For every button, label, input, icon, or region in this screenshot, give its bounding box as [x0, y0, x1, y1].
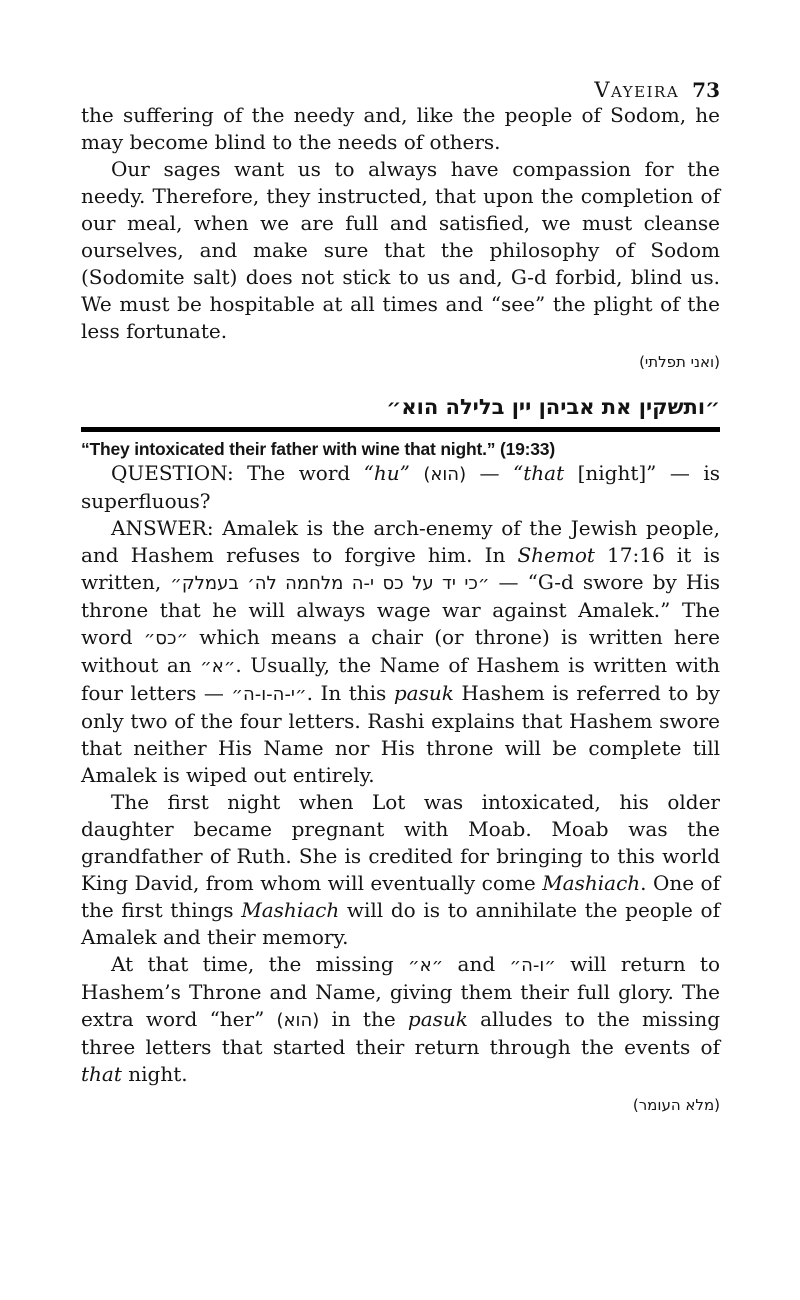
paragraph-sages: Our sages want us to always have compassion for the needy. Therefore, they instructed, that upon the completion of our meal, when we are full and satisfied, we must cleanse ourselves, and make sure that the philosophy of Sodom (Sodomite salt) does not stick to us and, G-d forbid, blind us. We must be hospitable at all times and “see” the plight of the less fortunate. [81, 157, 720, 343]
body-text [81, 102, 720, 1115]
english-verse-heading: “They intoxicated their father with wine that night.” (19:33) [81, 439, 555, 459]
paragraph-at-that-time: At that time, the missing ״א״ and ״ו-ה״ will return to Hashem’s Throne and Name, giving them their full glory. The extra word “her” (הוא) in the pasuk alludes to the missing three letters that started their return through the events of that night. [81, 952, 721, 1086]
paragraph-continuation: the suffering of the needy and, like the people of Sodom, he may become blind to the needs of others. [81, 103, 720, 154]
section-title: Vayeira [594, 78, 680, 102]
paragraph-first-night: The first night when Lot was intoxicated, his older daughter became pregnant with Moab. Moab was the grandfather of Ruth. She is credited for bringing to this world King David, from whom will eventually come Mashiach. One of the first things Mashiach will do is to annihilate the people of Amalek and their memory. [81, 790, 721, 949]
source-attribution-2: (מלא העומר) [632, 1096, 720, 1114]
page-number: 73 [692, 78, 720, 102]
source-attribution-1: (ואני תפלתי) [639, 353, 720, 371]
answer-paragraph: ANSWER: Amalek is the arch-enemy of the Jewish people, and Hashem refuses to forgive him. In Shemot 17:16 it is written, ״כי יד על כס י-ה מלחמה לה׳ בעמלק״ — “G-d swore by His throne that he will always wage war against Amalek.” The word ״כס״ which means a chair (or throne) is written here without an ״א״. Usually, the Name of Hashem is written with four letters — ״י-ה-ו-ה״. In this pasuk Hashem is referred to by only two of the four letters. Rashi explains that Hashem swore that neither His Name nor His throne will be complete till Amalek is wiped out entirely. [81, 516, 720, 787]
hebrew-verse-heading: ״ותשקין את אביהן יין בלילה הוא״ [386, 395, 720, 419]
heading-rule [81, 427, 720, 432]
running-header [81, 78, 720, 102]
question-paragraph: QUESTION: The word “hu” (הוא) — “that [night]” — is superfluous? [81, 461, 720, 513]
